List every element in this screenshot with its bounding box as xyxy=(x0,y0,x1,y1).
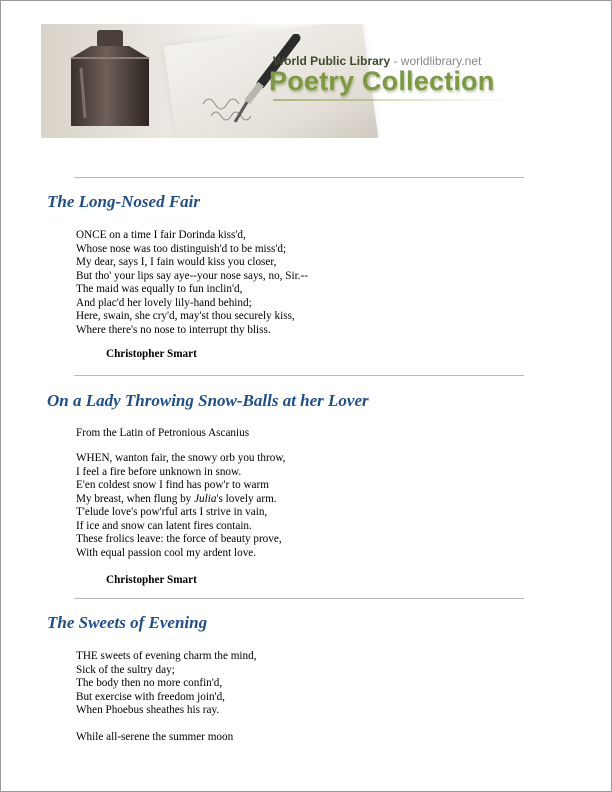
poem-title: The Sweets of Evening xyxy=(47,613,208,632)
poem-title: The Long-Nosed Fair xyxy=(47,192,200,211)
poem-line: And plac'd her lovely lily-hand behind; xyxy=(76,296,252,309)
inkwell-image xyxy=(51,28,161,138)
poem-line: These frolics leave: the force of beauty prove, xyxy=(76,533,282,545)
poem-line: My breast, when flung by Julia's lovely arm. xyxy=(76,492,277,505)
poem-line: WHEN, wanton fair, the snowy orb you throw, xyxy=(76,452,286,464)
divider xyxy=(74,375,524,376)
poem-line: THE sweets of evening charm the mind, xyxy=(76,650,257,662)
header-banner xyxy=(41,24,512,138)
poem-line: The body then no more confin'd, xyxy=(76,677,223,689)
poem-line: If ice and snow can latent fires contain. xyxy=(76,519,252,532)
divider xyxy=(74,177,524,178)
poem-line: When Phoebus sheathes his ray. xyxy=(76,704,220,716)
publisher-brand: World Public Library xyxy=(273,54,391,68)
collection-underline xyxy=(273,99,512,101)
divider xyxy=(74,598,524,599)
poem-line: With equal passion cool my ardent love. xyxy=(76,546,257,559)
poem-author: Christopher Smart xyxy=(106,574,197,586)
poem-text xyxy=(76,229,308,337)
poem-text xyxy=(76,452,285,560)
poem-line: Whose nose was too distinguish'd to be miss'd; xyxy=(76,242,287,255)
poem-line: T'elude love's pow'rful arts I strive in vain, xyxy=(76,506,268,518)
poem-line: The maid was equally to fun inclin'd, xyxy=(76,283,243,295)
collection-title: Poetry Collection xyxy=(269,66,495,96)
poem-line: E'en coldest snow I find has pow'r to warm xyxy=(76,479,269,491)
publisher-site: - worldlibrary.net xyxy=(390,54,482,68)
poem-line: Where there's no nose to interrupt thy bliss. xyxy=(76,323,271,336)
poem-line: But tho' your lips say aye--your nose says, no, Sir.-- xyxy=(76,269,308,282)
poem-title: On a Lady Throwing Snow-Balls at her Lover xyxy=(47,391,369,410)
poem-line: Here, swain, she cry'd, may'st thou securely kiss, xyxy=(76,310,295,322)
poem-continuation: While all-serene the summer moon xyxy=(76,731,234,743)
poem-line: Sick of the sultry day; xyxy=(76,663,175,676)
poem-note: From the Latin of Petronious Ascanius xyxy=(76,427,250,439)
emphasis-name: Julia xyxy=(194,492,217,505)
poem-line: My dear, says I, I fain would kiss you closer, xyxy=(76,256,277,268)
poem-author: Christopher Smart xyxy=(106,348,197,360)
poem-line: ONCE on a time I fair Dorinda kiss'd, xyxy=(76,229,246,241)
poem-text xyxy=(76,650,257,718)
poem-line: I feel a fire before unknown in snow. xyxy=(76,465,242,478)
poem-line: But exercise with freedom join'd, xyxy=(76,690,225,703)
